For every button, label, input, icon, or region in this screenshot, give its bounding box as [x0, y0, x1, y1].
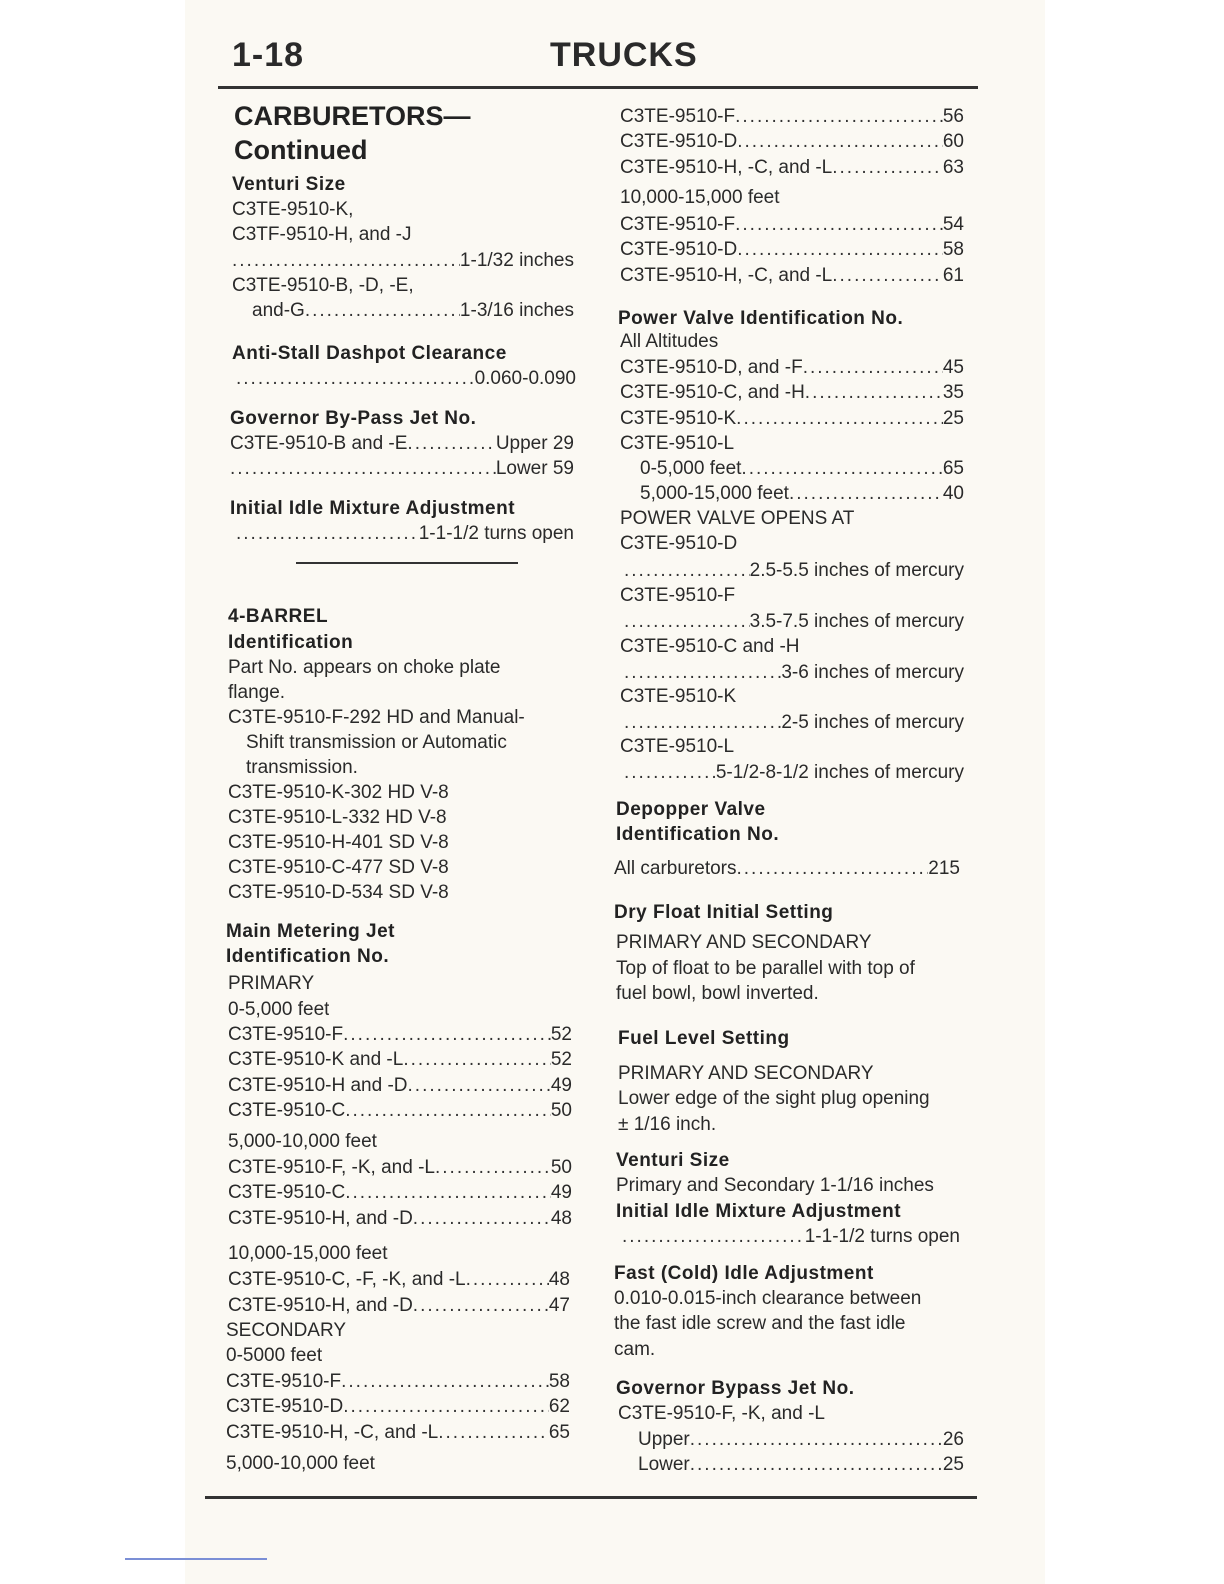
- power-valve-row: 5,000-15,000 feet ..... 40: [640, 481, 964, 506]
- footer-link-underline: [125, 1558, 267, 1560]
- dry-float-line-1: PRIMARY AND SECONDARY: [616, 932, 872, 953]
- venturi-size-line: Primary and Secondary 1-1/16 inches: [616, 1175, 934, 1196]
- secondary-label: SECONDARY: [226, 1320, 347, 1341]
- altitude-label-5: 5,000-10,000 feet: [226, 1453, 375, 1474]
- all-altitudes-label: All Altitudes: [620, 331, 719, 352]
- dashpot-heading: Anti-Stall Dashpot Clearance: [232, 343, 507, 364]
- governor-bypass-heading: Governor Bypass Jet No.: [616, 1378, 855, 1399]
- venturi-size-heading-2: Venturi Size: [616, 1150, 730, 1171]
- jet-row: C3TE-9510-H, -C, and -L ..... 61: [620, 263, 964, 288]
- main-jet-heading-2: Identification No.: [226, 946, 390, 967]
- governor-lower-row: Lower ..... 25: [638, 1452, 964, 1477]
- governor-row-upper: C3TE-9510-B and -E ..... Upper 29: [230, 431, 574, 456]
- part-number-3: C3TE-9510-H-401 SD V-8: [228, 832, 449, 853]
- venturi-line-2: C3TF-9510-H, and -J: [232, 224, 412, 245]
- identification-text-3: C3TE-9510-F-292 HD and Manual-: [228, 707, 525, 728]
- power-valve-l-label: C3TE-9510-L: [620, 433, 735, 454]
- opens-model-3: C3TE-9510-C and -H: [620, 636, 800, 657]
- dry-float-line-2: Top of float to be parallel with top of: [616, 958, 915, 979]
- jet-row: C3TE-9510-H, and -D ..... 47: [228, 1293, 570, 1318]
- jet-row: C3TE-9510-D ..... 60: [620, 129, 964, 154]
- venturi-value-row: ..... 1-1/32 inches: [232, 248, 574, 273]
- part-number-5: C3TE-9510-D-534 SD V-8: [228, 882, 449, 903]
- power-valve-row: C3TE-9510-C, and -H ..... 35: [620, 380, 964, 405]
- opens-model-4: C3TE-9510-K: [620, 686, 737, 707]
- fuel-level-heading: Fuel Level Setting: [618, 1028, 790, 1049]
- depopper-heading-1: Depopper Valve: [616, 799, 766, 820]
- venturi-size-heading: Venturi Size: [232, 174, 346, 195]
- idle-mixture-heading-2: Initial Idle Mixture Adjustment: [616, 1201, 902, 1222]
- altitude-label-3: 10,000-15,000 feet: [228, 1243, 388, 1264]
- idle-mixture-row-2: ..... 1-1-1/2 turns open: [622, 1224, 960, 1249]
- fuel-level-line-1: PRIMARY AND SECONDARY: [618, 1063, 874, 1084]
- part-number-1: C3TE-9510-K-302 HD V-8: [228, 782, 449, 803]
- page-number: 1-18: [232, 36, 305, 74]
- header-rule: [218, 86, 978, 89]
- altitude-label: 10,000-15,000 feet: [620, 187, 780, 208]
- jet-row: C3TE-9510-H and -D ..... 49: [228, 1073, 572, 1098]
- part-number-2: C3TE-9510-L-332 HD V-8: [228, 807, 447, 828]
- fast-idle-heading: Fast (Cold) Idle Adjustment: [614, 1263, 874, 1284]
- governor-upper-row: Upper ..... 26: [638, 1427, 964, 1452]
- footer-rule: [205, 1496, 977, 1499]
- opens-model-2: C3TE-9510-F: [620, 585, 736, 606]
- fuel-level-line-3: ± 1/16 inch.: [618, 1114, 717, 1135]
- fast-idle-line-2: the fast idle screw and the fast idle: [614, 1313, 906, 1334]
- governor-row-lower: ..... Lower 59: [230, 456, 574, 481]
- depopper-heading-2: Identification No.: [616, 824, 780, 845]
- jet-row: C3TE-9510-D ..... 62: [226, 1394, 570, 1419]
- jet-row: C3TE-9510-H, -C, and -L ..... 63: [620, 155, 964, 180]
- power-valve-opens-label: POWER VALVE OPENS AT: [620, 508, 855, 529]
- identification-text-1: Part No. appears on choke plate: [228, 657, 501, 678]
- dashpot-value-row: ..... 0.060-0.090: [236, 366, 576, 391]
- power-valve-row: C3TE-9510-D, and -F ..... 45: [620, 355, 964, 380]
- jet-row: C3TE-9510-D ..... 58: [620, 237, 964, 262]
- identification-text-5: transmission.: [246, 757, 358, 778]
- fuel-level-line-2: Lower edge of the sight plug opening: [618, 1088, 930, 1109]
- opens-model-5: C3TE-9510-L: [620, 736, 735, 757]
- idle-mixture-row: ..... 1-1-1/2 turns open: [236, 521, 574, 546]
- governor-bypass-line: C3TE-9510-F, -K, and -L: [618, 1403, 825, 1424]
- venturi-value-row-2: and-G ..... 1-3/16 inches: [252, 298, 574, 323]
- dry-float-line-3: fuel bowl, bowl inverted.: [616, 983, 819, 1004]
- jet-row: C3TE-9510-F ..... 58: [226, 1369, 570, 1394]
- idle-mixture-heading: Initial Idle Mixture Adjustment: [230, 498, 516, 519]
- jet-row: C3TE-9510-F ..... 52: [228, 1022, 572, 1047]
- main-jet-heading-1: Main Metering Jet: [226, 921, 395, 942]
- altitude-label-4: 0-5000 feet: [226, 1345, 323, 1366]
- opens-value-row: ..... 3.5-7.5 inches of mercury: [624, 609, 964, 634]
- primary-label: PRIMARY: [228, 973, 315, 994]
- page-header: [220, 36, 978, 80]
- dry-float-heading: Dry Float Initial Setting: [614, 902, 834, 923]
- venturi-line-1: C3TE-9510-K,: [232, 199, 354, 220]
- opens-model-1: C3TE-9510-D: [620, 533, 738, 554]
- identification-text-2: flange.: [228, 682, 286, 703]
- identification-text-4: Shift transmission or Automatic: [246, 732, 507, 753]
- jet-row: C3TE-9510-K and -L ..... 52: [228, 1047, 572, 1072]
- jet-row: C3TE-9510-H, and -D ..... 48: [228, 1206, 572, 1231]
- venturi-line-3: C3TE-9510-B, -D, -E,: [232, 275, 414, 296]
- jet-row: C3TE-9510-F ..... 54: [620, 212, 964, 237]
- jet-row: C3TE-9510-H, -C, and -L ..... 65: [226, 1420, 570, 1445]
- altitude-label-1: 0-5,000 feet: [228, 999, 330, 1020]
- power-valve-heading: Power Valve Identification No.: [618, 308, 904, 329]
- jet-row: C3TE-9510-C ..... 50: [228, 1098, 572, 1123]
- section-divider: [296, 562, 518, 564]
- jet-row: C3TE-9510-F ..... 56: [620, 104, 964, 129]
- fast-idle-line-1: 0.010-0.015-inch clearance between: [614, 1288, 922, 1309]
- part-number-4: C3TE-9510-C-477 SD V-8: [228, 857, 449, 878]
- section-title: CARBURETORS—: [234, 101, 471, 131]
- opens-value-row: ..... 2-5 inches of mercury: [624, 710, 964, 735]
- depopper-row: All carburetors ..... 215: [614, 856, 960, 881]
- power-valve-row: 0-5,000 feet ..... 65: [640, 456, 964, 481]
- four-barrel-heading: 4-BARREL: [228, 606, 329, 627]
- power-valve-row: C3TE-9510-K ..... 25: [620, 406, 964, 431]
- opens-value-row: ..... 5-1/2-8-1/2 inches of mercury: [624, 760, 964, 785]
- governor-heading: Governor By-Pass Jet No.: [230, 408, 477, 429]
- page-title: TRUCKS: [550, 36, 698, 74]
- fast-idle-line-3: cam.: [614, 1339, 656, 1360]
- opens-value-row: ..... 2.5-5.5 inches of mercury: [624, 558, 964, 583]
- opens-value-row: ..... 3-6 inches of mercury: [624, 660, 964, 685]
- jet-row: C3TE-9510-C ..... 49: [228, 1180, 572, 1205]
- section-title-continued: Continued: [234, 135, 368, 165]
- jet-row: C3TE-9510-F, -K, and -L ..... 50: [228, 1155, 572, 1180]
- identification-heading: Identification: [228, 632, 354, 653]
- altitude-label-2: 5,000-10,000 feet: [228, 1131, 377, 1152]
- jet-row: C3TE-9510-C, -F, -K, and -L ..... 48: [228, 1267, 570, 1292]
